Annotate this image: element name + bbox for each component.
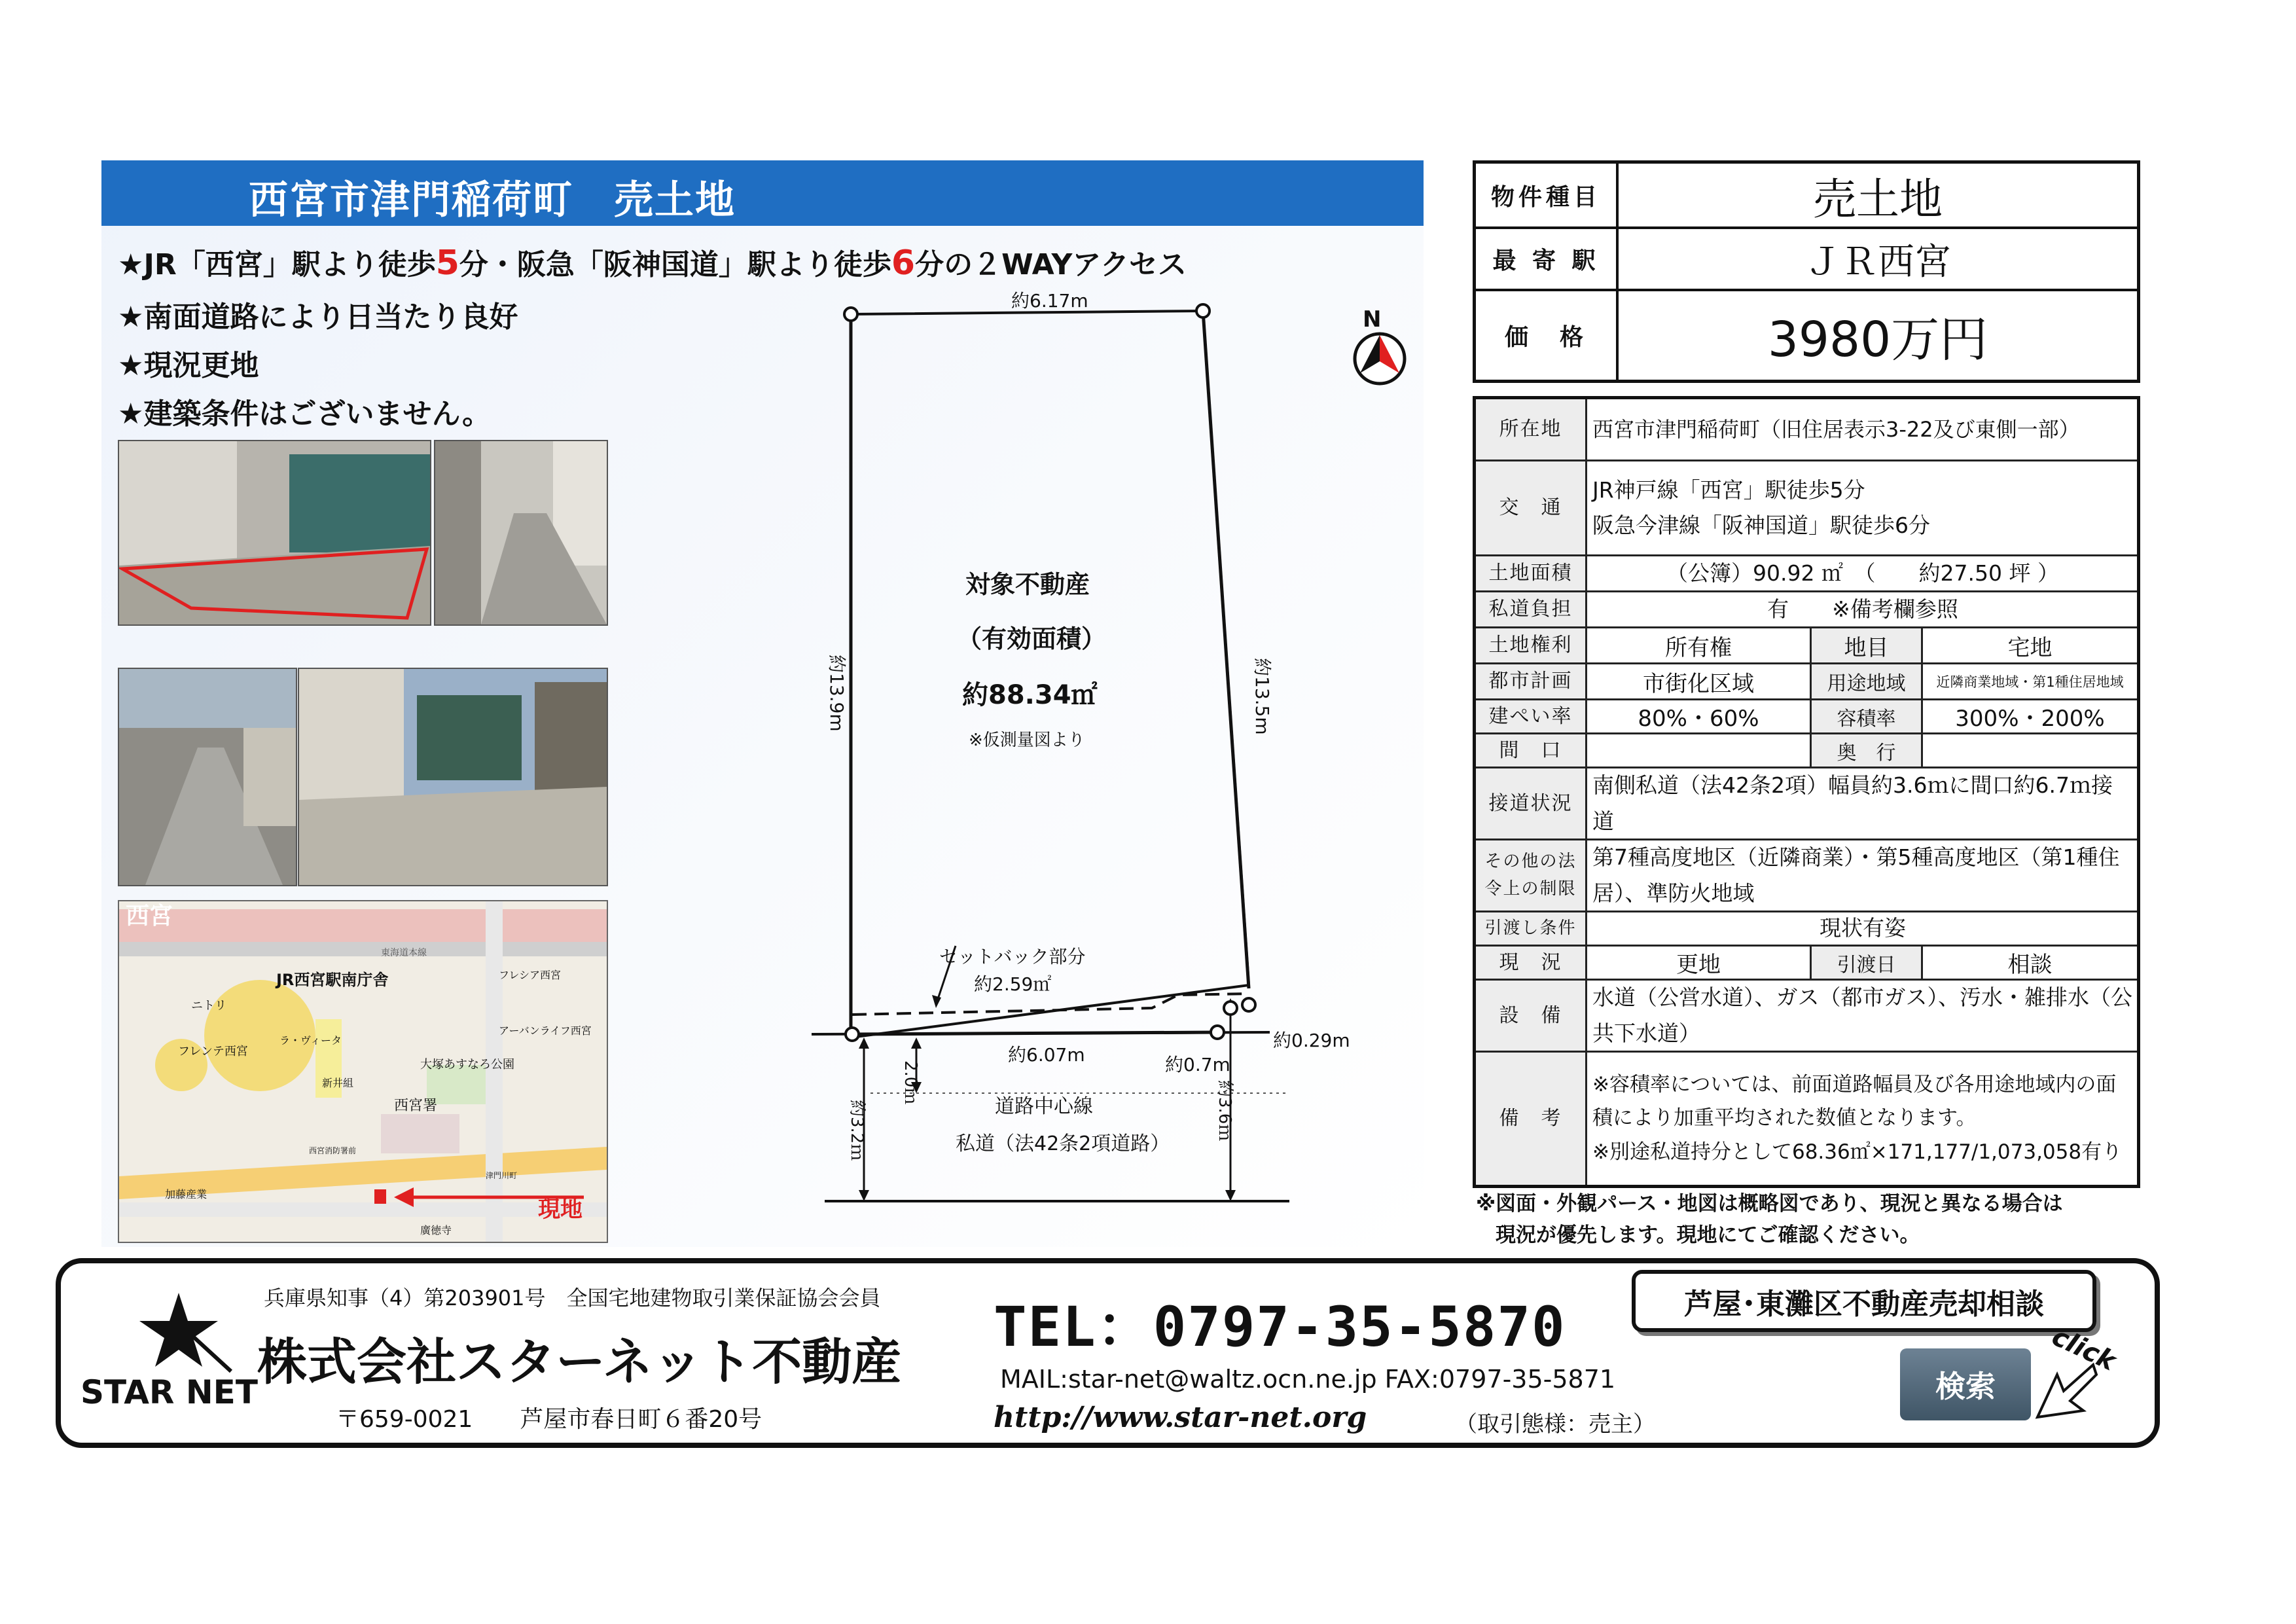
plot-center-sub: （有効面積） (957, 624, 1107, 653)
road-access-label: 接道状況 (1476, 768, 1587, 839)
website-link[interactable]: http://www.star-net.org (994, 1401, 1367, 1434)
feature-access: ★JR「西宮」駅より徒歩5分・阪急「阪神国道」駅より徒歩6分の２WAYアクセス (118, 244, 1187, 283)
road-access-value: 南側私道（法42条2項）幅員約3.6ｍに間口約6.7ｍ接道 (1592, 772, 2113, 834)
company-address: 〒659-0021 芦屋市春日町６番20号 (336, 1406, 762, 1433)
plot-bottom-width: 約6.07m (1008, 1044, 1085, 1066)
row-plan (1476, 664, 2137, 700)
search-button[interactable]: 検索 (1900, 1348, 2031, 1420)
row-other-limits (1476, 840, 2137, 912)
summary-row-type (1476, 164, 2137, 229)
footer (56, 1258, 2160, 1448)
map-label: 西宮署 (394, 1098, 438, 1114)
map-title-overlay: 西宮 (126, 903, 173, 929)
star-logo-icon (120, 1290, 238, 1375)
plot-small-seg: 約0.7m (1165, 1054, 1230, 1075)
map-label: アーバンライフ西宮 (499, 1024, 592, 1037)
status-value: 更地 (1676, 952, 1721, 978)
facilities-label: 設 備 (1476, 981, 1587, 1051)
rights-value: 所有権 (1665, 634, 1732, 661)
location-label: 所在地 (1476, 399, 1587, 460)
map-label: ニトリ (191, 999, 226, 1013)
photo-site-2-graphic (435, 441, 607, 624)
map-label: 大塚あすなろ公園 (420, 1058, 514, 1072)
row-frontage (1476, 734, 2137, 768)
photo-site-1-graphic (119, 441, 430, 624)
zoning-value: 近隣商業地域・第1種住居地域 (1921, 664, 2137, 698)
plot-center-title: 対象不動産 (965, 570, 1090, 599)
handover-date-label: 引渡日 (1810, 947, 1921, 979)
bcr-label: 建ぺい率 (1476, 700, 1587, 732)
other-limits-label: その他の法令上の制限 (1476, 840, 1587, 911)
handover-cond-label: 引渡し条件 (1476, 912, 1587, 945)
type-label: 物件種目 (1476, 164, 1619, 226)
setback-area: 約2.59㎡ (974, 973, 1052, 995)
row-facilities (1476, 981, 2137, 1053)
handover-cond-value: 現状有姿 (1820, 915, 1906, 941)
photo-site-1 (118, 440, 431, 626)
remarks-far: ※容積率については、前面道路幅員及び各用途地域内の面積により加重平均された数値となります。 (1592, 1073, 2117, 1130)
remarks-label: 備 考 (1476, 1053, 1587, 1185)
row-road-access (1476, 768, 2137, 840)
map-label: フレシア西宮 (499, 969, 561, 981)
row-remarks (1476, 1053, 2137, 1185)
far-label: 容積率 (1810, 700, 1921, 732)
row-land-area (1476, 556, 2137, 592)
plot-right-depth: 約13.5m (1251, 658, 1273, 735)
map-station-label: JR西宮駅南庁舎 (276, 971, 389, 989)
remarks-value (1592, 1053, 2133, 1185)
transport-hankyu: 阪急今津線「阪神国道」駅徒歩6分 (1592, 513, 1930, 538)
consult-banner[interactable]: 芦屋･東灘区不動産売却相談 (1632, 1270, 2096, 1332)
disclaimer-line-1: ※図面・外観パース・地図は概略図であり、現況と異なる場合は (1476, 1192, 2063, 1216)
category-label: 地目 (1810, 628, 1921, 662)
far-value: 300%・200% (1921, 700, 2137, 732)
depth-label: 奥 行 (1810, 734, 1921, 767)
rights-label: 土地権利 (1476, 628, 1587, 662)
plan-value: 市街化区域 (1643, 670, 1754, 697)
license-text: 兵庫県知事（4）第203901号 全国宅地建物取引業保証協会会員 (264, 1286, 881, 1310)
transport-jr: JR神戸線「西宮」駅徒歩5分 (1592, 477, 1865, 503)
depth-value (1921, 734, 2137, 767)
summary-row-price (1476, 291, 2137, 380)
photo-lot (298, 668, 608, 886)
north-label: N (1363, 306, 1382, 333)
land-area-value: （公簿）90.92 ㎡ （ 約27.50 坪 ） (1666, 560, 2059, 586)
page-title: 西宮市津門稲荷町 売土地 (249, 177, 736, 223)
type-value: 売土地 (1813, 173, 1943, 225)
phone-number[interactable]: TEL：0797-35-5870 (994, 1295, 1566, 1359)
row-transport (1476, 461, 2137, 556)
plot-center-note: ※仮測量図より (969, 731, 1085, 750)
plot-center-area: 約88.34㎡ (962, 680, 1098, 710)
map-label: 西宮消防署前 (309, 1146, 357, 1155)
plot-left-depth: 約13.9m (826, 655, 848, 732)
station-label: 最 寄 駅 (1476, 229, 1619, 289)
row-location (1476, 399, 2137, 461)
feature-vacant: ★現況更地 (118, 349, 259, 382)
photo-road (118, 668, 297, 886)
row-status (1476, 947, 2137, 981)
summary-table (1473, 160, 2140, 383)
row-rights (1476, 628, 2137, 664)
mail-fax[interactable]: MAIL:star-net@waltz.ocn.ne.jp FAX:0797-35-5871 (1000, 1365, 1616, 1394)
setback-depth: 2.0ｍ (901, 1060, 920, 1105)
land-area-label: 土地面積 (1476, 556, 1587, 590)
map-label: 廣徳寺 (420, 1224, 452, 1236)
map-label: 新井組 (322, 1077, 354, 1089)
logo-text: STAR NET (81, 1373, 258, 1411)
company-name: 株式会社スターネット不動産 (257, 1333, 902, 1391)
price-value: 3980万円 (1767, 311, 1988, 368)
summary-row-station (1476, 229, 2137, 291)
map-label: ラ・ヴィータ (279, 1034, 342, 1047)
road-center-line-label: 道路中心線 (995, 1095, 1093, 1118)
map-label: 加藤産業 (165, 1188, 207, 1200)
map-line-label: 東海道本線 (381, 948, 427, 958)
other-limits-value: 第7種高度地区（近隣商業）・第5種高度地区（第1種住居）、準防火地域 (1592, 844, 2120, 906)
private-road-value: 有 ※備考欄参照 (1767, 596, 1958, 622)
price-label: 価 格 (1476, 291, 1619, 380)
plot-corner-seg: 約0.29m (1273, 1030, 1350, 1051)
click-label: click (2047, 1321, 2121, 1377)
photo-road-graphic (119, 669, 296, 885)
location-value: 西宮市津門稲荷町（旧住居表示3-22及び東側一部） (1592, 416, 2080, 442)
road-type-label: 私道（法42条2項道路） (956, 1132, 1170, 1155)
road-width-right: 約3.6ｍ (1215, 1080, 1234, 1142)
feature-no-condition: ★建築条件はございません。 (118, 397, 492, 431)
feature-sunlight: ★南面道路により日当たり良好 (118, 300, 518, 334)
photo-site-2 (434, 440, 608, 626)
transport-value (1592, 461, 2133, 554)
detail-table (1473, 396, 2140, 1188)
status-label: 現 況 (1476, 947, 1587, 979)
transport-label: 交 通 (1476, 461, 1587, 554)
row-bcr (1476, 700, 2137, 734)
road-width-left: 約3.2ｍ (847, 1100, 867, 1161)
trade-type: （取引態様：売主） (1455, 1411, 1655, 1437)
frontage-label: 間 口 (1476, 734, 1587, 767)
map-label: 津門川町 (486, 1171, 518, 1180)
row-private-road (1476, 592, 2137, 628)
station-value: ＪＲ西宮 (1804, 240, 1951, 283)
row-handover-cond (1476, 912, 2137, 947)
map-pin-label: 現地 (538, 1197, 583, 1223)
category-value: 宅地 (1921, 628, 2137, 662)
disclaimer-line-2: 現況が優先します。現地にてご確認ください。 (1496, 1223, 1920, 1248)
disclaimer (1476, 1188, 2063, 1251)
area-map (118, 900, 608, 1243)
private-road-label: 私道負担 (1476, 592, 1587, 626)
handover-date-value: 相談 (1921, 947, 2137, 979)
setback-label: セットバック部分 (939, 946, 1086, 967)
frontage-value (1587, 734, 1810, 767)
remarks-private-road: ※別途私道持分として68.36㎡×171,177/1,073,058有り (1592, 1140, 2123, 1164)
plot-top-width: 約6.17m (1011, 290, 1088, 312)
facilities-value: 水道（公営水道）、ガス（都市ガス）、汚水・雑排水（公共下水道） (1592, 984, 2132, 1046)
photo-lot-graphic (299, 669, 607, 885)
zoning-label: 用途地域 (1810, 664, 1921, 698)
bcr-value: 80%・60% (1638, 706, 1759, 732)
map-label: フレンテ西宮 (178, 1045, 248, 1058)
plan-label: 都市計画 (1476, 664, 1587, 698)
